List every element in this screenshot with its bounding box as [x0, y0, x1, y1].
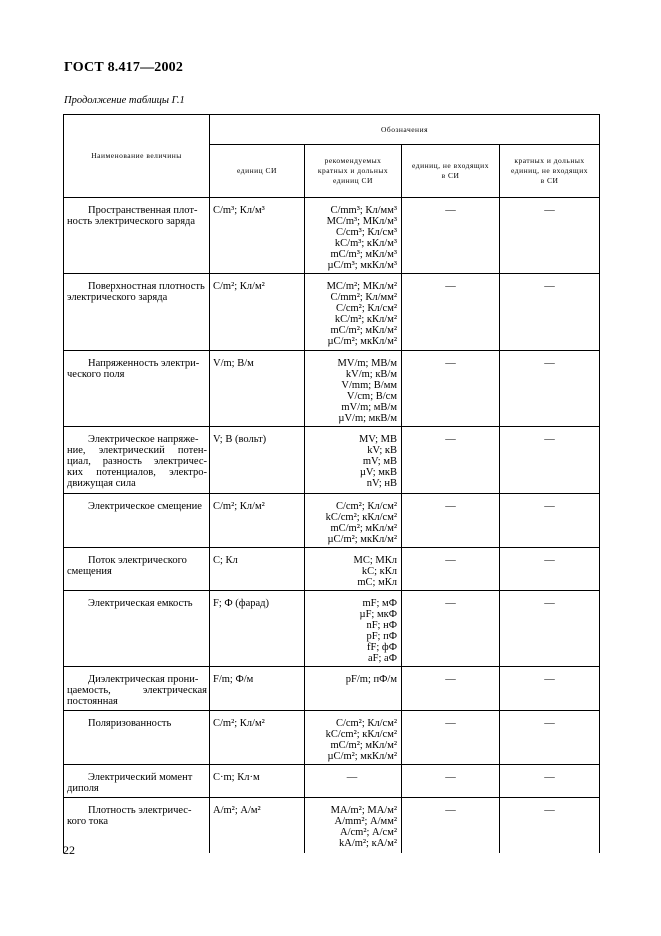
non-si-unit-cell: —	[402, 198, 500, 274]
multiples-non-si-cell: —	[500, 427, 600, 494]
quantity-name-continuation: ность электрического заряда	[67, 216, 196, 227]
recommended-unit: —	[346, 772, 358, 783]
table-row	[64, 667, 600, 711]
recommended-unit: nF; нФ	[366, 620, 397, 631]
non-si-unit-cell: —	[402, 548, 500, 591]
recommended-units-cell	[305, 351, 402, 427]
table-row	[64, 548, 600, 591]
non-si-unit-cell: —	[402, 591, 500, 667]
quantity-name-cell	[64, 494, 210, 548]
multiples-non-si-cell: —	[500, 274, 600, 351]
quantity-name-continuation: диполя	[67, 783, 99, 794]
header-non-si-line-1: единиц, не входящих	[412, 161, 489, 170]
recommended-unit: fF; фФ	[367, 642, 397, 653]
si-unit-cell: C·m; Кл·м	[210, 765, 305, 798]
recommended-unit: C/cm²; Кл/см²	[335, 718, 397, 729]
recommended-unit: mF; мФ	[362, 598, 397, 609]
recommended-unit: A/mm²; А/мм²	[334, 816, 397, 827]
multiples-non-si-cell: —	[500, 765, 600, 798]
recommended-unit: µC/m³; мкКл/м³	[327, 260, 397, 271]
non-si-unit-cell: —	[402, 274, 500, 351]
recommended-unit: mC/m²; мКл/м²	[330, 523, 397, 534]
recommended-unit: mC/m³; мКл/м³	[330, 249, 397, 260]
table-row	[64, 351, 600, 427]
recommended-unit: MC/m²; МКл/м²	[326, 281, 397, 292]
header-recommended-line-1: рекомендуемых	[324, 156, 382, 165]
recommended-unit: mC/m²; мКл/м²	[330, 325, 397, 336]
recommended-unit: C/cm³; Кл/см³	[335, 227, 397, 238]
quantity-name-first-line: Электрическое напряже-	[88, 434, 199, 445]
multiples-non-si-cell: —	[500, 591, 600, 667]
si-unit-cell: C/m²; Кл/м²	[210, 274, 305, 351]
quantity-name-continuation: цаемость, электрическая постоянная	[67, 685, 207, 707]
recommended-units-cell	[305, 494, 402, 548]
recommended-unit: C/mm³; Кл/мм³	[330, 205, 397, 216]
recommended-unit: kC/m³; кКл/м³	[334, 238, 397, 249]
multiples-non-si-cell: —	[500, 198, 600, 274]
recommended-unit: mV/m; мВ/м	[341, 402, 397, 413]
recommended-unit: MV/m; МВ/м	[337, 358, 397, 369]
quantity-name-first-line: Пространственная плот-	[88, 205, 198, 216]
header-quantity-name: Наименование величины	[64, 115, 210, 198]
table-body	[64, 198, 600, 853]
recommended-units-cell	[305, 427, 402, 494]
quantity-name-continuation: кого тока	[67, 816, 109, 827]
quantity-name-cell	[64, 274, 210, 351]
header-multiples-non-si	[500, 145, 600, 198]
table-row	[64, 798, 600, 853]
multiples-non-si-cell: —	[500, 667, 600, 711]
quantity-name-cell	[64, 591, 210, 667]
recommended-unit: aF; аФ	[368, 653, 397, 664]
recommended-unit: kC; кКл	[361, 566, 397, 577]
recommended-units-cell	[305, 765, 402, 798]
quantity-name-continuation: смещения	[67, 566, 112, 577]
recommended-unit: µF; мкФ	[359, 609, 397, 620]
recommended-unit: kV; кВ	[367, 445, 397, 456]
quantity-name-cell	[64, 198, 210, 274]
recommended-unit: MC; МКл	[353, 555, 397, 566]
header-recommended-units	[305, 145, 402, 198]
table-caption: Продолжение таблицы Г.1	[64, 95, 185, 106]
recommended-unit: µC/m²; мкКл/м²	[327, 336, 397, 347]
document-title: ГОСТ 8.417—2002	[64, 60, 184, 75]
recommended-unit: µV/m; мкВ/м	[338, 413, 397, 424]
multiples-non-si-cell: —	[500, 711, 600, 765]
table-row	[64, 198, 600, 274]
recommended-unit: V/cm; В/см	[346, 391, 397, 402]
page-number: 22	[63, 843, 75, 857]
table-row	[64, 711, 600, 765]
recommended-unit: A/cm²; А/см²	[340, 827, 397, 838]
quantity-name-cell	[64, 798, 210, 853]
recommended-unit: kA/m²; кА/м²	[338, 838, 397, 849]
multiples-non-si-cell: —	[500, 351, 600, 427]
recommended-unit: µC/m²; мкКл/м²	[327, 751, 397, 762]
recommended-units-cell	[305, 711, 402, 765]
non-si-unit-cell: —	[402, 351, 500, 427]
non-si-unit-cell: —	[402, 667, 500, 711]
units-table	[63, 114, 600, 853]
recommended-unit: mC/m²; мКл/м²	[330, 740, 397, 751]
recommended-unit: mV; мВ	[362, 456, 397, 467]
si-unit-cell: F; Ф (фарад)	[210, 591, 305, 667]
table-row	[64, 494, 600, 548]
quantity-name-continuation: ние, электрический потен- циал, разность электричес- ких потенциалов, электро- движущая сила	[67, 445, 207, 489]
recommended-unit: kV/m; кВ/м	[345, 369, 397, 380]
header-recommended-line-2: кратных и дольных	[317, 166, 389, 175]
recommended-unit: V/mm; В/мм	[341, 380, 397, 391]
quantity-name-cell	[64, 667, 210, 711]
non-si-unit-cell: —	[402, 494, 500, 548]
recommended-units-cell	[305, 548, 402, 591]
recommended-unit: mC; мКл	[357, 577, 397, 588]
quantity-name-cell	[64, 548, 210, 591]
header-multiples-line-3: в СИ	[540, 176, 559, 185]
header-si-units: единиц СИ	[210, 145, 305, 198]
si-unit-cell: C/m³; Кл/м³	[210, 198, 305, 274]
recommended-unit: kC/cm²; кКл/см²	[325, 512, 397, 523]
recommended-unit: MV; МВ	[358, 434, 397, 445]
table-row	[64, 274, 600, 351]
table-row	[64, 765, 600, 798]
recommended-unit: C/cm²; Кл/см²	[335, 501, 397, 512]
header-multiples-line-2: единиц, не входящих	[511, 166, 588, 175]
recommended-unit: MA/m²; МА/м²	[330, 805, 397, 816]
si-unit-cell: F/m; Ф/м	[210, 667, 305, 711]
quantity-name-first-line: Поверхностная плотность	[88, 281, 205, 292]
multiples-non-si-cell: —	[500, 494, 600, 548]
quantity-name-continuation: электрического заряда	[67, 292, 168, 303]
recommended-unit: MC/m³; МКл/м³	[326, 216, 397, 227]
header-non-si-units	[402, 145, 500, 198]
quantity-name-first-line: Электрический момент	[88, 772, 193, 783]
quantity-name-first-line: Электрическая емкость	[88, 598, 193, 609]
recommended-unit: C/cm²; Кл/см²	[335, 303, 397, 314]
recommended-unit: µV; мкВ	[359, 467, 397, 478]
quantity-name-cell	[64, 711, 210, 765]
quantity-name-cell	[64, 351, 210, 427]
non-si-unit-cell: —	[402, 765, 500, 798]
non-si-unit-cell: —	[402, 711, 500, 765]
multiples-non-si-cell: —	[500, 548, 600, 591]
quantity-name-first-line: Напряженность электри-	[88, 358, 200, 369]
quantity-name-first-line: Плотность электричес-	[88, 805, 192, 816]
recommended-unit: kC/cm²; кКл/см²	[325, 729, 397, 740]
recommended-unit: pF; пФ	[366, 631, 397, 642]
si-unit-cell: V/m; В/м	[210, 351, 305, 427]
quantity-name-first-line: Поток электрического	[88, 555, 187, 566]
recommended-units-cell	[305, 591, 402, 667]
quantity-name-continuation: ческого поля	[67, 369, 125, 380]
recommended-unit: pF/m; пФ/м	[345, 674, 397, 685]
recommended-unit: nV; нВ	[366, 478, 397, 489]
quantity-name-first-line: Поляризованность	[88, 718, 172, 729]
header-recommended-line-3: единиц СИ	[333, 176, 373, 185]
si-unit-cell: C/m²; Кл/м²	[210, 711, 305, 765]
header-non-si-line-2: в СИ	[441, 171, 460, 180]
recommended-units-cell	[305, 198, 402, 274]
quantity-name-first-line: Электрическое смещение	[88, 501, 202, 512]
non-si-unit-cell: —	[402, 798, 500, 853]
header-designations: Обозначения	[210, 115, 600, 145]
quantity-name-cell	[64, 427, 210, 494]
multiples-non-si-cell: —	[500, 798, 600, 853]
si-unit-cell: C/m²; Кл/м²	[210, 494, 305, 548]
recommended-unit: µC/m²; мкКл/м²	[327, 534, 397, 545]
recommended-units-cell	[305, 667, 402, 711]
recommended-units-cell	[305, 274, 402, 351]
si-unit-cell: V; В (вольт)	[210, 427, 305, 494]
table-row	[64, 427, 600, 494]
recommended-unit: kC/m²; кКл/м²	[334, 314, 397, 325]
si-unit-cell: A/m²; А/м²	[210, 798, 305, 853]
table-row	[64, 591, 600, 667]
recommended-units-cell	[305, 798, 402, 853]
quantity-name-first-line: Диэлектрическая прони-	[88, 674, 199, 685]
non-si-unit-cell: —	[402, 427, 500, 494]
recommended-unit: C/mm²; Кл/мм²	[330, 292, 397, 303]
quantity-name-cell	[64, 765, 210, 798]
header-multiples-line-1: кратных и дольных	[514, 156, 585, 165]
si-unit-cell: C; Кл	[210, 548, 305, 591]
